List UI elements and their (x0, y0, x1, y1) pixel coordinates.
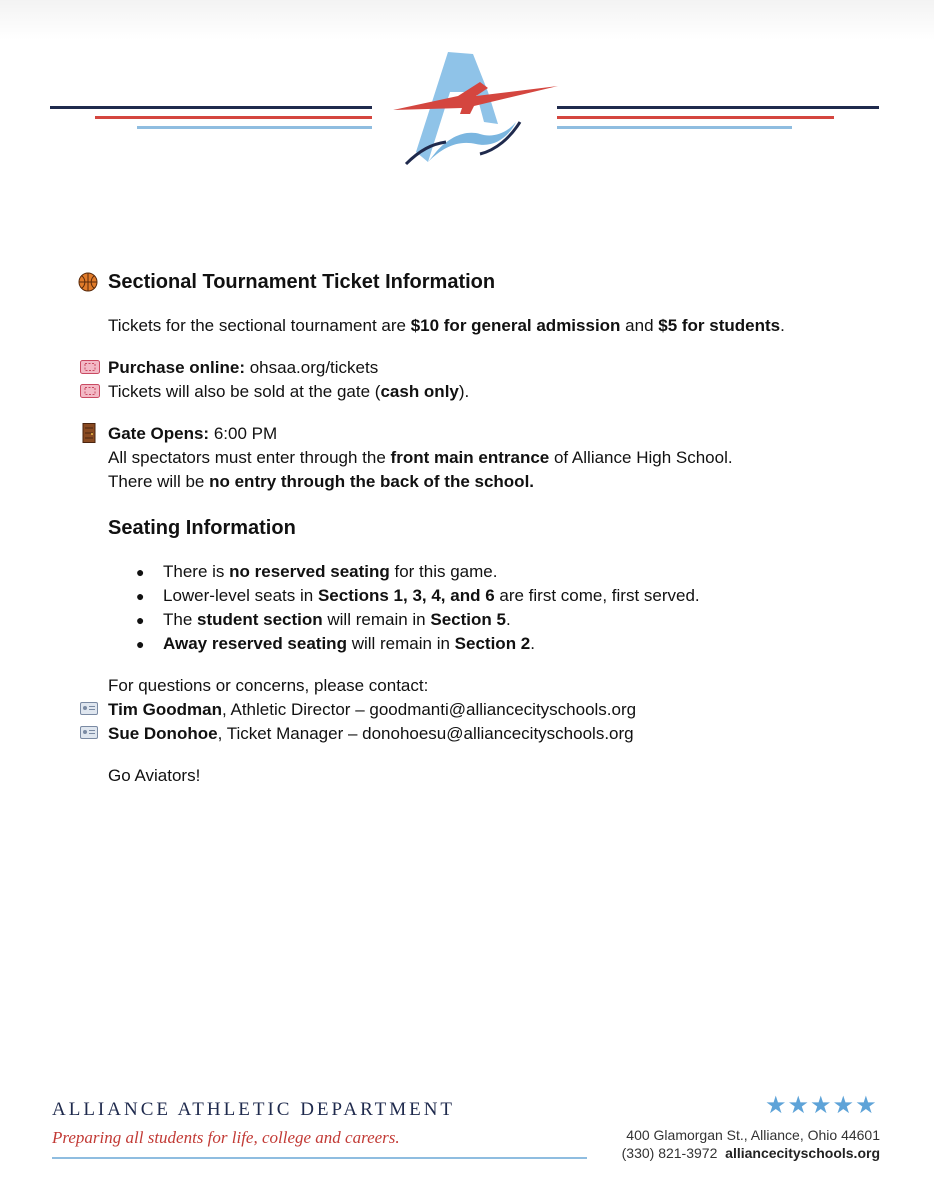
footer-address: 400 Glamorgan St., Alliance, Ohio 44601 (626, 1127, 880, 1143)
no-back-entry-text: There will be (108, 472, 210, 491)
ticket-icon (80, 384, 100, 398)
footer-contact-line (622, 1144, 880, 1162)
contact-row (108, 698, 868, 722)
contact-details[interactable]: , Ticket Manager – donohoesu@alliancecityschools.org (217, 724, 634, 743)
list-item-bold: Section 5 (430, 610, 506, 629)
main-content (108, 270, 868, 788)
list-item-bold: Section 2 (454, 634, 531, 653)
list-item-text: There is (163, 562, 230, 581)
seating-list (108, 560, 868, 656)
gate-opens-time: 6:00 PM (209, 424, 278, 443)
no-back-entry-line (108, 470, 868, 494)
front-entrance-text: front main entrance (390, 448, 550, 467)
list-item-bold: no reserved seating (229, 562, 390, 581)
footer-department-name: ALLIANCE ATHLETIC DEPARTMENT (52, 1099, 456, 1120)
gate-opens-line (108, 422, 868, 446)
contacts-intro: For questions or concerns, please contact: (108, 676, 429, 695)
gate-sales-text: Tickets will also be sold at the gate ( (108, 382, 381, 401)
aviators-logo (388, 52, 563, 167)
list-item-text: . (530, 634, 535, 653)
cash-only-text: cash only (380, 382, 459, 401)
purchase-online-label: Purchase online: (108, 358, 245, 377)
entrance-text: All spectators must enter through the (108, 448, 391, 467)
intro-text: Tickets for the sectional tournament are (108, 316, 411, 335)
intro-paragraph (108, 314, 868, 338)
contacts (108, 674, 868, 746)
list-item (108, 632, 868, 656)
closing-line: Go Aviators! (108, 766, 201, 785)
footer-website-link[interactable]: alliancecityschools.org (725, 1145, 880, 1161)
gate-sales-text: ). (458, 382, 470, 401)
page-title-text: Sectional Tournament Ticket Information (108, 271, 496, 293)
contact-details[interactable]: , Athletic Director – goodmanti@alliancecityschools.org (221, 700, 637, 719)
purchase-online-line (108, 356, 868, 380)
no-back-entry-bold: no entry through the back of the school. (209, 472, 535, 491)
gate-opens-label: Gate Opens: (108, 424, 210, 443)
general-admission-price: $10 for general admission (410, 316, 621, 335)
id-card-icon (80, 702, 98, 715)
list-item (108, 584, 868, 608)
footer-divider (52, 1157, 587, 1159)
contact-name: Sue Donohoe (108, 724, 218, 743)
list-item (108, 608, 868, 632)
list-item-text: Lower-level seats in (163, 586, 318, 605)
basketball-icon (78, 272, 98, 292)
page-top-shade (0, 0, 934, 40)
list-item-bold: student section (197, 610, 323, 629)
gate-sales-line (108, 380, 868, 404)
id-card-icon (80, 726, 98, 739)
footer-tagline: Preparing all students for life, college and careers. (52, 1128, 400, 1147)
page-title (108, 270, 868, 294)
contact-row (108, 722, 868, 746)
student-price: $5 for students (658, 316, 781, 335)
list-item-text: . (505, 610, 511, 629)
footer-address-block (622, 1126, 880, 1162)
contact-name: Tim Goodman (108, 700, 222, 719)
footer-phone: (330) 821-3972 (621, 1145, 718, 1161)
door-icon (82, 423, 96, 443)
purchase-online-url[interactable]: ohsaa.org/tickets (244, 358, 379, 377)
intro-text: and (620, 316, 659, 335)
list-item (108, 560, 868, 584)
stars-icon: ★★★★★ (765, 1092, 878, 1119)
list-item-bold: Sections 1, 3, 4, and 6 (317, 586, 495, 605)
intro-text: . (780, 316, 785, 335)
list-item-text: are first come, first served. (494, 586, 700, 605)
entrance-text: of Alliance High School. (549, 448, 733, 467)
ticket-icon (80, 360, 100, 374)
list-item-text: will remain in (346, 634, 455, 653)
list-item-text: for this game. (389, 562, 498, 581)
list-item-bold: Away reserved seating (163, 634, 347, 653)
list-item-text: will remain in (322, 610, 431, 629)
entrance-line (108, 446, 868, 470)
list-item-text: The (163, 610, 198, 629)
ticket-purchase-info (108, 356, 868, 404)
seating-heading: Seating Information (108, 517, 296, 539)
gate-info (108, 422, 868, 494)
